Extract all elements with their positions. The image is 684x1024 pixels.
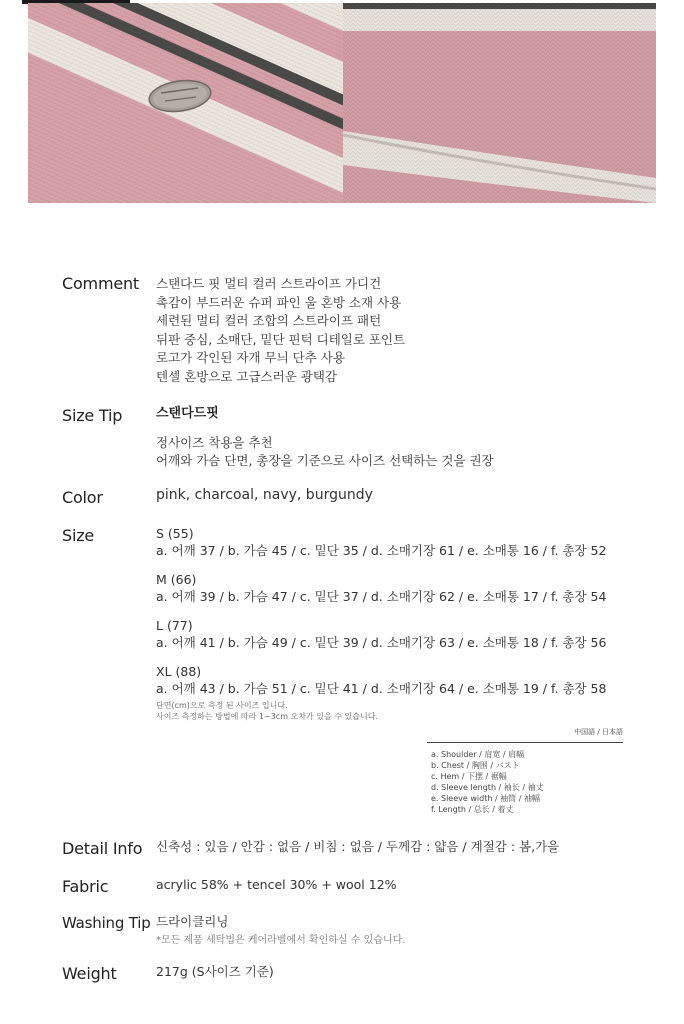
legend-languages: 中国語 / 日本語 xyxy=(427,727,623,743)
size-entry-xl xyxy=(156,663,606,697)
fabric-value: acrylic 58% + tencel 30% + wool 12% xyxy=(156,877,397,892)
color-value: pink, charcoal, navy, burgundy xyxy=(156,487,373,503)
washing-value: 드라이클리닝 xyxy=(156,914,229,929)
size-measure: a. 어깨 37 / b. 가슴 45 / c. 밑단 35 / d. 소매기장 61 / e. 소매통 16 / f. 총장 52 xyxy=(156,543,607,558)
size-entry-s xyxy=(156,525,606,559)
weight-label: Weight xyxy=(62,964,117,983)
legend-item: a. Shoulder / 肩宽 / 肩幅 xyxy=(431,750,525,759)
size-measure: a. 어깨 41 / b. 가슴 49 / c. 밑단 39 / d. 소매기장 63 / e. 소매통 18 / f. 총장 56 xyxy=(156,635,607,650)
size-note: 사이즈 측정하는 방법에 따라 1~3cm 오차가 있을 수 있습니다. xyxy=(156,711,378,721)
size-tip-title: 스탠다드핏 xyxy=(156,406,219,421)
size-measure: a. 어깨 43 / b. 가슴 51 / c. 밑단 41 / d. 소매기장 64 / e. 소매통 19 / f. 총장 58 xyxy=(156,681,607,696)
measurement-legend xyxy=(427,727,623,815)
size-tip-content xyxy=(156,405,494,471)
detail-info-value: 신축성 : 있음 / 안감 : 없음 / 비침 : 없음 / 두께감 : 얇음 / 계절감 : 봄,가을 xyxy=(156,839,560,854)
legend-list xyxy=(427,743,623,815)
size-label: Size xyxy=(62,526,95,545)
washing-note: *모든 제품 세탁법은 케어라벨에서 확인하실 수 있습니다. xyxy=(156,934,406,946)
weight-value: 217g (S사이즈 기준) xyxy=(156,964,274,979)
size-name: XL (88) xyxy=(156,664,202,679)
comment-lines xyxy=(156,275,405,386)
size-entry-l xyxy=(156,617,606,651)
size-name: S (55) xyxy=(156,526,194,541)
washing-content xyxy=(156,913,405,950)
knit-stripe-closeup-photo xyxy=(343,3,656,203)
legend-item: d. Sleeve length / 袖长 / 袖丈 xyxy=(431,783,544,792)
legend-item: b. Chest / 胸围 / バスト xyxy=(431,761,520,770)
size-tip-label: Size Tip xyxy=(62,406,123,425)
size-note: 단면(cm)으로 측정 된 사이즈 입니다. xyxy=(156,701,288,710)
size-name: L (77) xyxy=(156,618,193,633)
size-entries xyxy=(156,525,606,722)
legend-item: f. Length / 总长 / 着丈 xyxy=(431,805,514,814)
size-entry-m xyxy=(156,571,606,605)
comment-line: 스탠다드 핏 멀티 컬러 스트라이프 가디건 xyxy=(156,276,382,291)
fabric-label: Fabric xyxy=(62,877,109,896)
washing-label: Washing Tip xyxy=(62,914,151,932)
legend-item: e. Sleeve width / 袖筒 / 袖幅 xyxy=(431,794,540,803)
size-tip-line: 어깨와 가슴 단면, 총장을 기준으로 사이즈 선택하는 것을 권장 xyxy=(156,453,494,468)
comment-line: 텐셀 혼방으로 고급스러운 광택감 xyxy=(156,368,337,384)
comment-line: 촉감이 부드러운 슈퍼 파인 울 혼방 소재 사용 xyxy=(156,294,402,310)
product-detail-photos xyxy=(28,3,656,203)
comment-line: 로고가 각인된 자개 무늬 단추 사용 xyxy=(156,350,345,365)
comment-label: Comment xyxy=(62,274,139,293)
color-label: Color xyxy=(62,488,103,507)
size-tip-line: 정사이즈 착용을 추천 xyxy=(156,434,273,450)
comment-line: 뒤판 중심, 소매단, 밑단 핀턱 디테일로 포인트 xyxy=(156,331,406,347)
comment-line: 세련된 멀티 컬러 조합의 스트라이프 패턴 xyxy=(156,313,382,328)
detail-info-label: Detail Info xyxy=(62,839,143,858)
size-name: M (66) xyxy=(156,572,197,587)
knit-stripe-logo-photo xyxy=(28,3,343,203)
legend-item: c. Hem / 下摆 / 裾幅 xyxy=(431,772,507,781)
size-measure: a. 어깨 39 / b. 가슴 47 / c. 밑단 37 / d. 소매기장 62 / e. 소매통 17 / f. 총장 54 xyxy=(156,589,607,604)
